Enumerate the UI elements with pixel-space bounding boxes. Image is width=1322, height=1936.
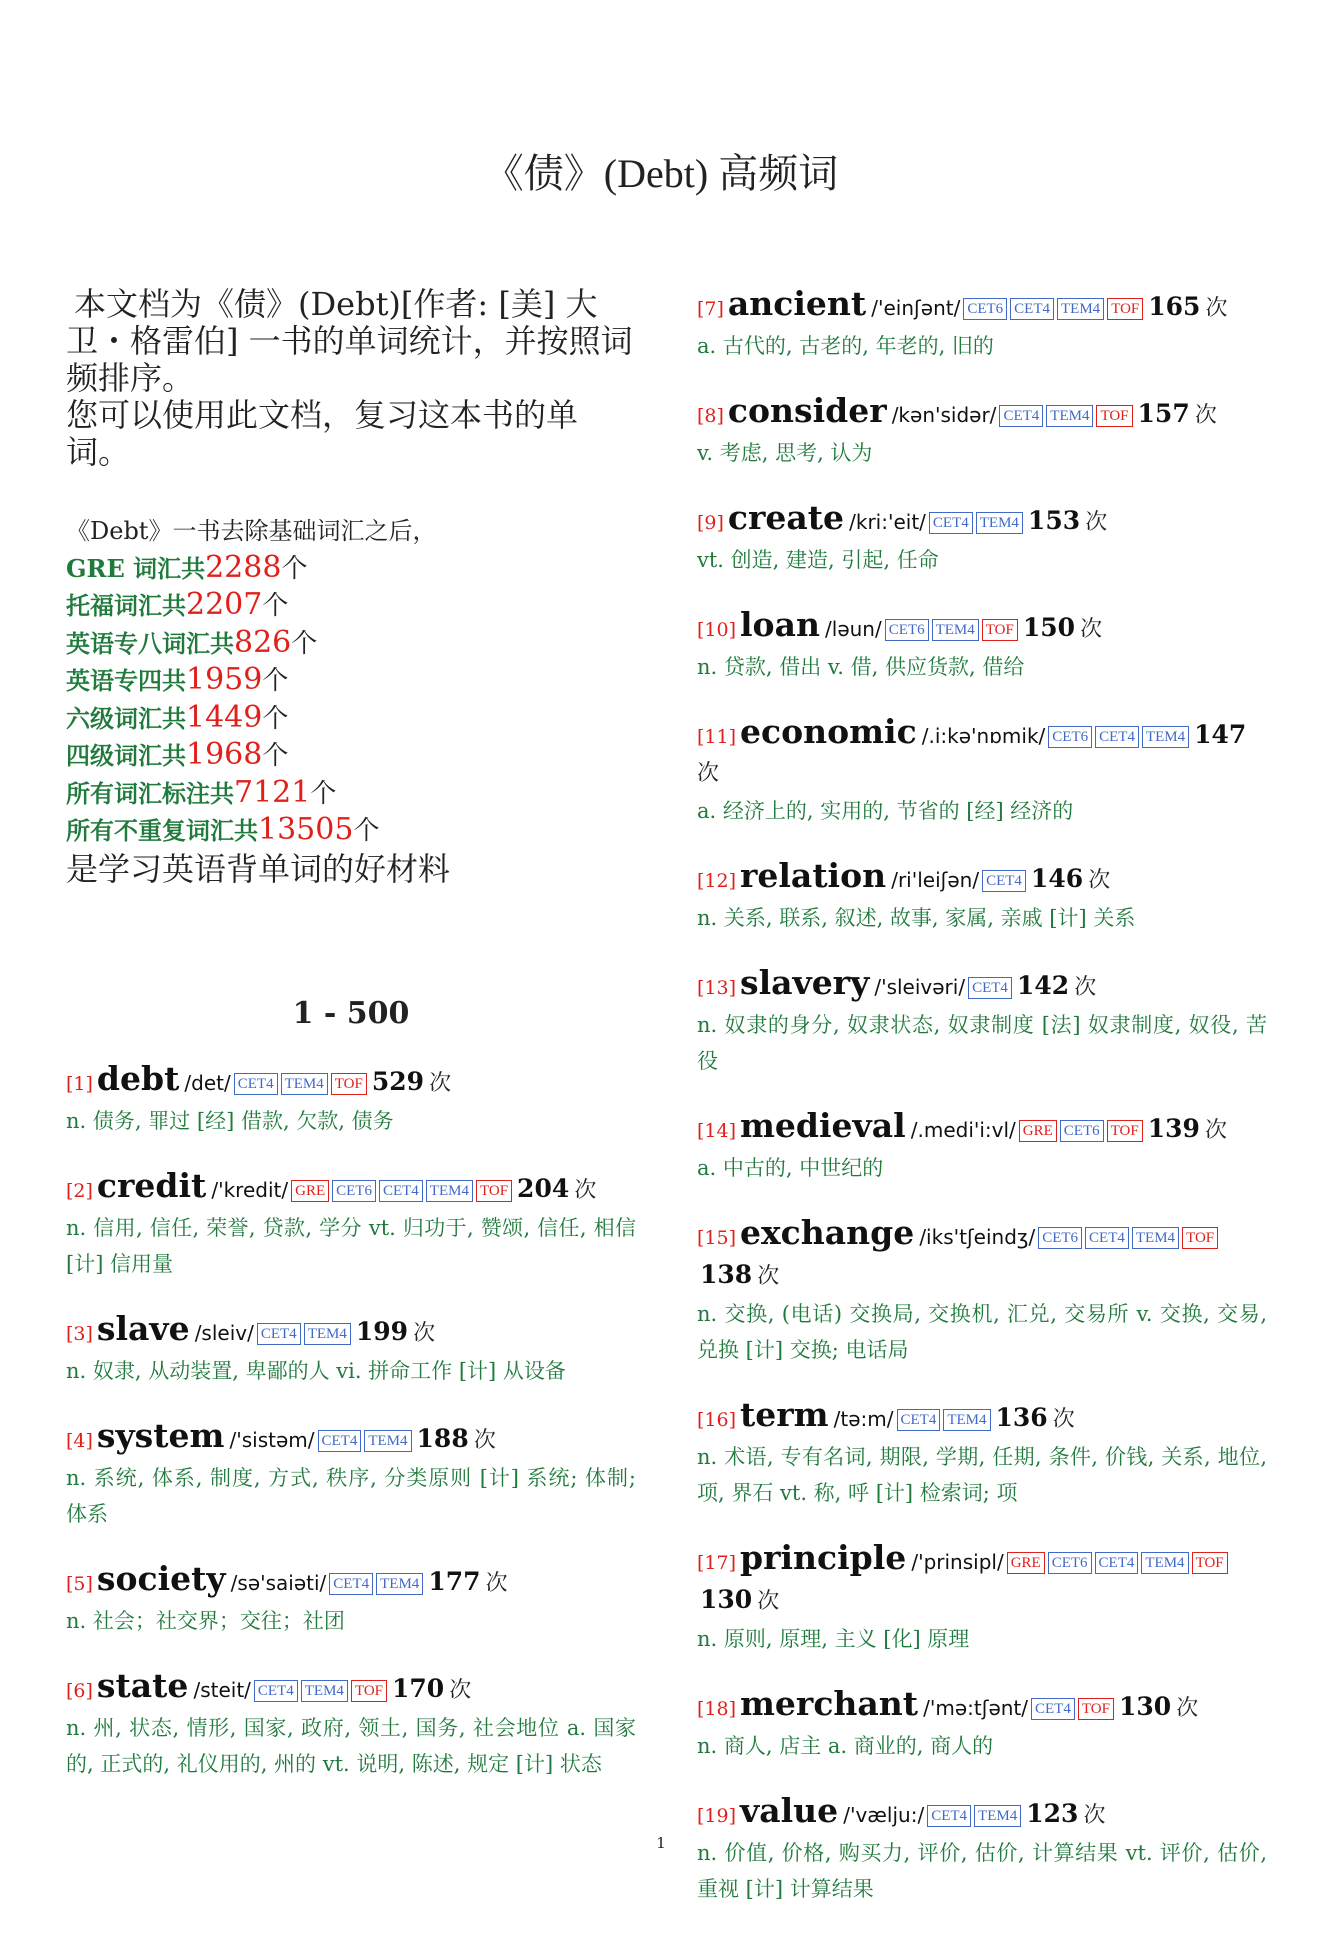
exam-tag-gre: GRE (291, 1180, 329, 1202)
entry-headline (66, 1558, 636, 1603)
entry-word: debt (96, 1058, 180, 1098)
stat-unit: 个 (262, 591, 289, 621)
stat-label: 英语专四共 (66, 666, 186, 695)
entry-index: [1] (66, 1072, 93, 1095)
entry-headline (697, 1397, 1267, 1439)
entry-count: 177 (428, 1566, 481, 1596)
entry-phonetic: /'vælju:/ (843, 1803, 925, 1827)
count-suffix: 次 (429, 1070, 452, 1096)
page-number: 1 (656, 1834, 666, 1852)
entry-index: [5] (66, 1572, 93, 1595)
entry-count: 170 (392, 1673, 445, 1703)
exam-tag-cet6: CET6 (1048, 1552, 1092, 1574)
count-suffix: 次 (1074, 975, 1097, 1000)
exam-tag-cet4: CET4 (1031, 1698, 1075, 1720)
stat-label: 六级词汇共 (66, 703, 186, 733)
exam-tag-tem4: TEM4 (1141, 1552, 1188, 1574)
entry-count: 529 (371, 1066, 425, 1096)
entry-definition: vt. 创造, 建造, 引起, 任命 (697, 548, 939, 572)
word-entry (66, 1665, 636, 1782)
entry-index: [9] (697, 512, 724, 534)
entry-headline (697, 714, 1267, 793)
entry-definition: n. 贷款, 借出 v. 借, 供应货款, 借给 (697, 655, 1025, 679)
exam-tag-cet4: CET4 (254, 1680, 298, 1702)
word-entry (697, 1397, 1267, 1511)
count-suffix: 次 (1176, 1696, 1199, 1721)
count-suffix: 次 (1205, 296, 1228, 321)
entry-headline (66, 1308, 636, 1353)
word-entry (697, 393, 1267, 471)
entry-phonetic: /tə:m/ (833, 1407, 894, 1431)
count-suffix: 次 (1080, 617, 1103, 642)
entry-headline (697, 500, 1267, 542)
entry-phonetic: /kri:'eit/ (849, 510, 926, 534)
intro-paragraph-2: 您可以使用此文档，复习这本书的单词。 (66, 396, 579, 471)
entry-word: credit (96, 1165, 207, 1205)
stat-row (66, 812, 636, 850)
entry-definition: n. 商人, 店主 a. 商业的, 商人的 (697, 1734, 994, 1758)
exam-tag-tem4: TEM4 (1057, 298, 1104, 320)
stat-label: GRE 词汇共 (66, 553, 206, 583)
exam-tag-cet4: CET4 (318, 1430, 362, 1452)
stat-row (66, 587, 636, 625)
count-suffix: 次 (757, 1589, 780, 1614)
exam-tag-tof: TOF (351, 1680, 387, 1702)
right-entry-list (697, 286, 1267, 1907)
stat-number: 826 (234, 624, 292, 660)
entry-word: ancient (727, 284, 867, 323)
stat-unit: 个 (262, 741, 289, 771)
entry-index: [18] (697, 1698, 737, 1720)
stat-number: 1959 (186, 662, 263, 697)
entry-headline (697, 393, 1267, 435)
entry-definition: a. 中古的, 中世纪的 (697, 1156, 884, 1180)
exam-tag-cet4: CET4 (1095, 726, 1139, 748)
entry-index: [6] (66, 1679, 93, 1702)
exam-tag-tof: TOF (1078, 1698, 1114, 1720)
stats-tail: 是学习英语背单词的好材料 (66, 849, 451, 888)
exam-tag-tem4: TEM4 (426, 1180, 473, 1202)
exam-tag-cet4: CET4 (968, 977, 1012, 999)
exam-tag-gre: GRE (1007, 1552, 1045, 1574)
entry-definition: n. 信用, 信任, 荣誉, 贷款, 学分 vt. 归功于, 赞颂, 信任, 相信 [计] 信用量 (66, 1215, 636, 1276)
count-suffix: 次 (485, 1570, 508, 1596)
entry-headline (66, 1058, 636, 1103)
exam-tag-cet6: CET6 (1048, 726, 1092, 748)
count-suffix: 次 (473, 1427, 496, 1453)
entry-phonetic: /.i:kə'nɒmik/ (921, 724, 1046, 748)
stat-row (66, 700, 636, 738)
entry-definition: n. 社会；社交界；交往；社团 (66, 1608, 345, 1633)
word-entry (697, 286, 1267, 364)
stats-list (66, 550, 636, 850)
exam-tag-cet4: CET4 (927, 1805, 971, 1827)
exam-tag-cet4: CET4 (999, 405, 1043, 427)
entry-definition: n. 奴隶, 从动装置, 卑鄙的人 vi. 拼命工作 [计] 从设备 (66, 1358, 566, 1383)
stat-row (66, 737, 636, 775)
exam-tag-cet4: CET4 (1095, 1552, 1139, 1574)
entry-count: 188 (416, 1423, 469, 1453)
entry-headline (697, 1686, 1267, 1728)
entry-phonetic: /'sistəm/ (229, 1427, 315, 1452)
entry-count: 153 (1027, 506, 1081, 535)
entry-phonetic: /steit/ (193, 1677, 251, 1702)
stat-unit: 个 (262, 703, 289, 734)
exam-tag-tof: TOF (982, 619, 1018, 641)
stat-number: 7121 (234, 774, 311, 810)
exam-tag-cet4: CET4 (982, 870, 1026, 892)
entry-definition: n. 价值, 价格, 购买力, 评价, 估价, 计算结果 vt. 评价, 估价, 重视 [计] 计算结果 (697, 1841, 1267, 1901)
entry-count: 147 (1194, 720, 1247, 749)
entry-headline (697, 286, 1267, 328)
entry-index: [2] (66, 1179, 93, 1202)
stat-label: 所有词汇标注共 (66, 778, 234, 808)
entry-index: [7] (697, 298, 724, 320)
exam-tag-cet6: CET6 (332, 1180, 376, 1202)
exam-tag-cet4: CET4 (257, 1323, 301, 1345)
entry-definition: n. 奴隶的身分, 奴隶状态, 奴隶制度 [法] 奴隶制度, 奴役, 苦役 (697, 1013, 1267, 1073)
entry-word: economic (740, 712, 917, 751)
entry-count: 139 (1147, 1114, 1200, 1143)
entry-phonetic: /'prinsipl/ (911, 1550, 1004, 1574)
exam-tag-tem4: TEM4 (943, 1409, 990, 1431)
exam-tag-tem4: TEM4 (301, 1680, 348, 1702)
stat-number: 1968 (186, 737, 263, 772)
entry-index: [16] (697, 1409, 737, 1431)
entry-phonetic: /'mə:tʃənt/ (923, 1696, 1029, 1720)
exam-tag-cet4: CET4 (897, 1409, 941, 1431)
entry-phonetic: /ləun/ (825, 617, 882, 641)
entry-headline (697, 858, 1267, 900)
entry-definition: n. 原则, 原理, 主义 [化] 原理 (697, 1627, 970, 1651)
word-entry (697, 1215, 1267, 1368)
stat-unit: 个 (281, 553, 308, 584)
entry-word: principle (740, 1538, 907, 1577)
exam-tag-tem4: TEM4 (976, 512, 1023, 534)
exam-tag-tem4: TEM4 (1142, 726, 1189, 748)
entry-count: 150 (1022, 613, 1076, 642)
entry-definition: a. 古代的, 古老的, 年老的, 旧的 (697, 334, 994, 358)
exam-tag-tem4: TEM4 (974, 1805, 1021, 1827)
word-entry (697, 714, 1267, 829)
stat-number: 13505 (258, 812, 354, 847)
entry-index: [11] (697, 726, 737, 748)
entry-count: 130 (1118, 1692, 1172, 1721)
exam-tag-tem4: TEM4 (932, 619, 979, 641)
word-entry (66, 1058, 636, 1139)
entry-count: 165 (1148, 292, 1201, 321)
entry-word: slave (96, 1308, 190, 1348)
exam-tag-gre: GRE (1019, 1120, 1057, 1142)
entry-index: [14] (697, 1120, 737, 1142)
entry-phonetic: /'sleivəri/ (874, 975, 966, 999)
exam-tag-cet4: CET4 (329, 1573, 373, 1595)
entry-index: [8] (697, 405, 724, 427)
document-title: 《债》(Debt) 高频词 (483, 151, 839, 196)
exam-tag-tem4: TEM4 (281, 1073, 328, 1095)
exam-tag-tof: TOF (1182, 1227, 1218, 1249)
exam-tag-cet6: CET6 (963, 298, 1007, 320)
entry-phonetic: /'einʃənt/ (871, 296, 961, 320)
entry-word: merchant (740, 1684, 919, 1723)
stat-label: 托福词汇共 (66, 591, 186, 620)
entry-headline (697, 1793, 1267, 1835)
entry-word: loan (740, 605, 820, 644)
entry-word: consider (727, 391, 887, 430)
exam-tag-cet4: CET4 (234, 1073, 278, 1095)
entry-word: slavery (740, 963, 870, 1002)
entry-count: 157 (1137, 399, 1190, 428)
left-column (66, 286, 636, 1811)
stat-label: 英语专八词汇共 (66, 628, 234, 658)
entry-index: [13] (697, 977, 737, 999)
entry-word: create (727, 498, 845, 537)
word-entry (697, 965, 1267, 1079)
exam-tag-tof: TOF (1192, 1552, 1228, 1574)
entry-count: 142 (1016, 971, 1070, 1000)
entry-count: 123 (1026, 1799, 1079, 1828)
exam-tag-tof: TOF (1107, 1120, 1143, 1142)
entry-definition: n. 交换, (电话) 交换局, 交换机, 汇兑, 交易所 v. 交换, 交易, 兑换 [计] 交换; 电话局 (697, 1302, 1267, 1362)
range-heading: 1 - 500 (292, 995, 410, 1031)
entry-word: exchange (740, 1213, 915, 1252)
entry-count: 199 (355, 1316, 409, 1346)
entry-word: system (96, 1415, 225, 1455)
exam-tag-tof: TOF (1107, 298, 1143, 320)
count-suffix: 次 (449, 1677, 472, 1703)
stats-lead: 《Debt》一书去除基础词汇之后， (66, 517, 437, 545)
count-suffix: 次 (1088, 868, 1111, 893)
count-suffix: 次 (1205, 1118, 1228, 1143)
stat-number: 1449 (186, 699, 263, 735)
stat-row (66, 625, 636, 663)
exam-tag-tof: TOF (331, 1073, 367, 1095)
entry-word: value (740, 1791, 839, 1830)
exam-tag-tof: TOF (1096, 405, 1132, 427)
entry-count: 204 (517, 1173, 570, 1203)
count-suffix: 次 (697, 761, 720, 786)
exam-tag-tem4: TEM4 (304, 1323, 351, 1345)
stat-label: 所有不重复词汇共 (66, 816, 258, 845)
entry-definition: v. 考虑, 思考, 认为 (697, 441, 873, 465)
entry-definition: n. 债务, 罪过 [经] 借款, 欠款, 债务 (66, 1108, 394, 1133)
entry-index: [19] (697, 1805, 737, 1827)
entry-phonetic: /sleiv/ (194, 1320, 254, 1345)
entry-word: state (96, 1665, 189, 1705)
count-suffix: 次 (574, 1177, 597, 1203)
exam-tag-tem4: TEM4 (376, 1573, 423, 1595)
entry-index: [4] (66, 1429, 93, 1452)
entry-headline (66, 1415, 636, 1460)
exam-tag-tem4: TEM4 (364, 1430, 411, 1452)
left-entry-list (66, 1058, 636, 1782)
exam-tag-cet4: CET4 (379, 1180, 423, 1202)
entry-definition: n. 关系, 联系, 叙述, 故事, 家属, 亲戚 [计] 关系 (697, 906, 1136, 930)
entry-word: medieval (740, 1106, 906, 1145)
stat-row (66, 550, 636, 588)
entry-word: term (740, 1395, 829, 1434)
right-column (697, 286, 1267, 1936)
intro-paragraph-1: 本文档为《债》(Debt)[作者: [美] 大卫・格雷伯] 一书的单词统计，并按照词频排序。 (66, 285, 633, 397)
entry-count: 138 (700, 1260, 753, 1289)
word-entry (66, 1165, 636, 1282)
intro-text (66, 286, 636, 471)
exam-tag-cet6: CET6 (1038, 1227, 1082, 1249)
entry-phonetic: /ri'leiʃən/ (891, 868, 980, 892)
exam-tag-tof: TOF (476, 1180, 512, 1202)
entry-index: [15] (697, 1227, 737, 1249)
entry-headline (697, 965, 1267, 1007)
entry-phonetic: /iks'tʃeindʒ/ (919, 1225, 1036, 1249)
stat-row (66, 662, 636, 700)
word-entry (697, 1108, 1267, 1186)
stat-unit: 个 (353, 816, 380, 846)
vocabulary-stats (66, 513, 636, 888)
exam-tag-cet4: CET4 (1085, 1227, 1129, 1249)
stat-unit: 个 (262, 666, 289, 696)
entry-index: [17] (697, 1552, 737, 1574)
exam-tag-cet6: CET6 (885, 619, 929, 641)
entry-headline (697, 1540, 1267, 1621)
entry-phonetic: /.medi'i:vl/ (910, 1118, 1016, 1142)
exam-tag-cet4: CET4 (929, 512, 973, 534)
entry-phonetic: /'kredit/ (211, 1177, 289, 1202)
entry-definition: n. 系统, 体系, 制度, 方式, 秩序, 分类原则 [计] 系统; 体制; 体系 (66, 1465, 636, 1526)
stat-unit: 个 (310, 778, 337, 809)
entry-headline (66, 1665, 636, 1710)
stat-row (66, 775, 636, 813)
entry-count: 146 (1030, 864, 1084, 893)
count-suffix: 次 (1194, 403, 1217, 428)
entry-word: society (96, 1558, 226, 1598)
entry-index: [3] (66, 1322, 93, 1345)
stat-unit: 个 (291, 628, 318, 659)
count-suffix: 次 (1052, 1407, 1075, 1432)
entry-definition: a. 经济上的, 实用的, 节省的 [经] 经济的 (697, 799, 1074, 823)
word-entry (66, 1415, 636, 1532)
entry-phonetic: /det/ (184, 1070, 231, 1095)
exam-tag-cet4: CET4 (1010, 298, 1054, 320)
entry-index: [10] (697, 619, 737, 641)
entry-definition: n. 术语, 专有名词, 期限, 学期, 任期, 条件, 价钱, 关系, 地位, 项, 界石 vt. 称, 呼 [计] 检索词; 项 (697, 1445, 1267, 1505)
word-entry (697, 1686, 1267, 1764)
entry-phonetic: /sə'saiəti/ (230, 1570, 327, 1595)
stat-label: 四级词汇共 (66, 741, 186, 770)
count-suffix: 次 (413, 1320, 436, 1346)
entry-index: [12] (697, 870, 737, 892)
word-entry (66, 1308, 636, 1389)
entry-headline (66, 1165, 636, 1210)
entry-headline (697, 1108, 1267, 1150)
entry-count: 130 (700, 1585, 753, 1614)
count-suffix: 次 (757, 1264, 780, 1289)
entry-word: relation (740, 856, 887, 895)
stat-number: 2207 (186, 587, 263, 622)
entry-phonetic: /kən'sidər/ (891, 403, 997, 427)
word-entry (697, 607, 1267, 685)
entry-count: 136 (995, 1403, 1048, 1432)
word-entry (697, 1540, 1267, 1657)
word-entry (66, 1558, 636, 1639)
exam-tag-tem4: TEM4 (1046, 405, 1093, 427)
word-entry (697, 858, 1267, 936)
count-suffix: 次 (1083, 1803, 1106, 1828)
entry-definition: n. 州, 状态, 情形, 国家, 政府, 领土, 国务, 社会地位 a. 国家的, 正式的, 礼仪用的, 州的 vt. 说明, 陈述, 规定 [计] 状态 (66, 1715, 636, 1776)
word-entry (697, 500, 1267, 578)
exam-tag-tem4: TEM4 (1132, 1227, 1179, 1249)
entry-headline (697, 1215, 1267, 1296)
count-suffix: 次 (1085, 510, 1108, 535)
entry-headline (697, 607, 1267, 649)
exam-tag-cet6: CET6 (1060, 1120, 1104, 1142)
stat-number: 2288 (205, 549, 282, 585)
